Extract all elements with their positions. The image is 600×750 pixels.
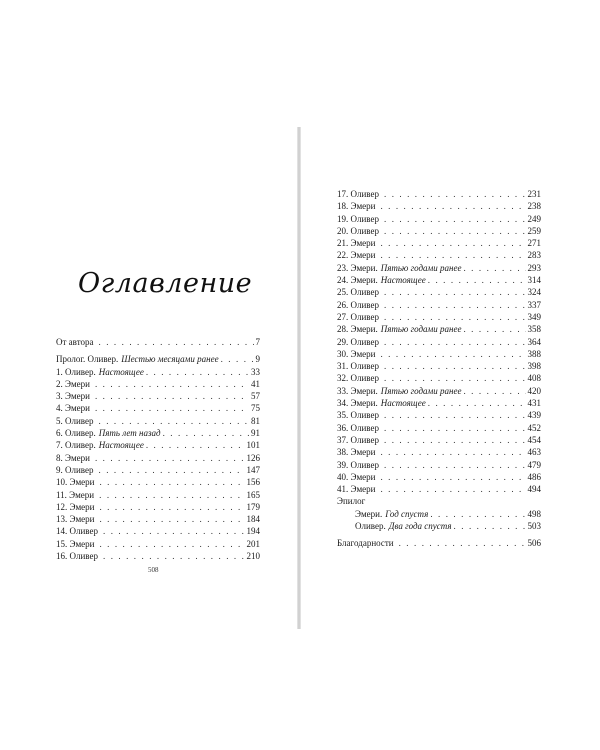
toc-entry (56, 336, 260, 348)
toc-entry-subtitle: Настоящее (98, 440, 144, 451)
toc-entry-label (56, 427, 161, 439)
toc-entry (337, 409, 541, 421)
toc-entry-title: 35. Оливер (337, 410, 379, 421)
toc-entry-label (337, 299, 382, 311)
toc-entry-page: 33 (251, 366, 260, 377)
toc-entry (337, 249, 541, 261)
dot-leader (99, 501, 244, 513)
toc-entry-label (56, 366, 144, 378)
dot-leader (384, 225, 526, 237)
toc-entry-title: 24. Эмери. (337, 275, 378, 286)
toc-entry-title: От автора (56, 337, 94, 347)
toc-entry-page: 486 (527, 471, 541, 482)
dot-leader (95, 402, 249, 414)
book-gutter (297, 127, 301, 629)
dot-leader (384, 286, 526, 298)
dot-leader (384, 360, 526, 372)
toc-entry-page: 57 (251, 391, 260, 402)
toc-entry-page: 408 (527, 373, 541, 384)
toc-entry-title: Оливер. (355, 521, 386, 532)
dot-leader (146, 366, 249, 378)
dot-leader (103, 550, 245, 562)
toc-entry (337, 422, 541, 434)
toc-entry (56, 415, 260, 427)
toc-entry-page: 283 (527, 250, 541, 261)
dot-leader (380, 348, 525, 360)
toc-entry-label (56, 390, 93, 402)
dot-leader (428, 274, 526, 286)
dot-leader (428, 397, 526, 409)
toc-entry-page: 420 (527, 385, 541, 396)
dot-leader (95, 390, 249, 402)
toc-entry-page: 498 (527, 508, 541, 519)
toc-entry-title: 41. Эмери (337, 484, 376, 495)
toc-entry-label (337, 360, 382, 372)
toc-entry (337, 483, 541, 495)
toc-entry-label (337, 397, 426, 409)
toc-entry-title: 17. Оливер (337, 189, 379, 199)
toc-entry-page: 101 (246, 440, 260, 451)
dot-leader (384, 372, 526, 384)
toc-entry (337, 299, 541, 311)
dot-leader (380, 483, 525, 495)
toc-entry-page: 75 (251, 403, 260, 414)
toc-entry (337, 385, 541, 397)
toc-entry-title: 34. Эмери. (337, 398, 378, 409)
toc-entry (337, 397, 541, 409)
toc-entry-subtitle: Пятью годами ранее (380, 385, 462, 396)
toc-entry-title: 14. Оливер (56, 526, 98, 537)
toc-entry-title: 19. Оливер (337, 213, 379, 224)
toc-entry (337, 471, 541, 483)
toc-entry (337, 459, 541, 471)
toc-entry-label (56, 538, 97, 550)
toc-entry-page: 388 (527, 348, 541, 359)
toc-entry-title: 32. Оливер (337, 373, 379, 384)
toc-entry (337, 225, 541, 237)
dot-leader (380, 471, 525, 483)
dot-leader (384, 409, 526, 421)
dot-leader (454, 520, 526, 532)
dot-leader (99, 415, 250, 427)
toc-entry-page: 184 (246, 514, 260, 525)
toc-entry-title: 39. Оливер (337, 459, 379, 470)
toc-entry-page: 463 (527, 447, 541, 458)
toc-entry-label (56, 439, 144, 451)
toc-entry-label (337, 459, 382, 471)
toc-entry-subtitle: Шестью месяцами ранее (121, 354, 219, 365)
toc-entry-page: 293 (527, 262, 541, 273)
toc-entry (56, 476, 260, 488)
toc-entry-label (337, 348, 378, 360)
toc-entry-label (56, 378, 93, 390)
toc-entry-title: 27. Оливер (337, 311, 379, 322)
toc-entry-label (56, 336, 97, 348)
toc-entry-subtitle: Пятью годами ранее (380, 324, 462, 335)
toc-entry (337, 360, 541, 372)
toc-entry-title: 20. Оливер (337, 225, 379, 236)
toc-entry-page: 506 (527, 538, 541, 549)
toc-entry (56, 538, 260, 550)
toc-entry-label (337, 434, 382, 446)
toc-entry-title: 3. Эмери (56, 391, 90, 402)
toc-right-list (337, 188, 541, 495)
toc-entry-page: 494 (527, 484, 541, 495)
toc-entry (56, 489, 260, 501)
toc-entry (56, 513, 260, 525)
toc-entry-label (337, 422, 382, 434)
toc-entry-label (337, 188, 382, 200)
toc-entry-subtitle: Пять лет назад (98, 428, 161, 439)
toc-entry-title: 7. Оливер. (56, 440, 96, 451)
toc-entry (56, 439, 260, 451)
page-number: 508 (148, 566, 159, 574)
toc-entry (337, 372, 541, 384)
toc-entry-page: 81 (251, 415, 260, 426)
toc-entry-label (56, 513, 97, 525)
toc-entry-subtitle: Настоящее (380, 398, 426, 409)
toc-entry-title: 13. Эмери (56, 514, 95, 525)
toc-entry-label (56, 402, 93, 414)
dot-leader (103, 525, 245, 537)
toc-entry-subtitle: Настоящее (380, 275, 426, 286)
toc-entry-label (337, 274, 426, 286)
toc-entry-label (337, 237, 378, 249)
toc-entry-subtitle: Настоящее (98, 366, 144, 377)
toc-entry-page: 349 (527, 311, 541, 322)
toc-entry (337, 446, 541, 458)
toc-entry-label (337, 471, 378, 483)
toc-entry-page: 210 (246, 551, 260, 562)
toc-entry-page: 9 (255, 354, 260, 365)
toc-entry-title: 25. Оливер (337, 287, 379, 298)
dot-leader (399, 537, 526, 549)
toc-entry-title: 33. Эмери. (337, 385, 378, 396)
dot-leader (463, 262, 525, 274)
toc-entry-label (56, 525, 101, 537)
dot-leader (99, 476, 244, 488)
toc-entry-title: 28. Эмери. (337, 324, 378, 335)
toc-entry-page: 126 (246, 452, 260, 463)
toc-entry-title: 37. Оливер (337, 434, 379, 445)
toc-right-column (337, 188, 541, 550)
toc-entry (337, 286, 541, 298)
dot-leader (99, 336, 254, 348)
toc-entry-title: Эмери. (355, 508, 383, 519)
toc-entry-title: 10. Эмери (56, 477, 95, 488)
toc-entry-page: 231 (527, 189, 541, 199)
toc-entry (56, 501, 260, 513)
toc-entry (56, 353, 260, 365)
toc-entry-page: 179 (246, 501, 260, 512)
toc-entry-title: 38. Эмери (337, 447, 376, 458)
toc-entry-page: 324 (527, 287, 541, 298)
toc-entry (337, 237, 541, 249)
dot-leader (384, 459, 526, 471)
toc-entry-page: 431 (527, 398, 541, 409)
toc-entry-label (337, 483, 378, 495)
toc-entry-title: 22. Эмери (337, 250, 376, 261)
dot-leader (463, 323, 525, 335)
toc-entry-title: 5. Оливер (56, 415, 94, 426)
toc-entry-title: 4. Эмери (56, 403, 90, 414)
toc-entry-label (56, 550, 101, 562)
toc-entry-title: 36. Оливер (337, 422, 379, 433)
toc-entry-subtitle: Пятью годами ранее (380, 262, 462, 273)
toc-entry-page: 503 (527, 521, 541, 532)
toc-entry-title: 29. Оливер (337, 336, 379, 347)
toc-entry-label (337, 249, 378, 261)
dot-leader (163, 427, 249, 439)
toc-entry (337, 213, 541, 225)
toc-entry-page: 337 (527, 299, 541, 310)
dot-leader (380, 200, 525, 212)
toc-entry-label (56, 501, 97, 513)
toc-entry-title: 18. Эмери (337, 201, 376, 212)
dot-leader (380, 446, 525, 458)
toc-entry-page: 156 (246, 477, 260, 488)
toc-entry-page: 452 (527, 422, 541, 433)
toc-entry-subtitle: Два года спустя (388, 521, 452, 532)
toc-entry-title: 2. Эмери (56, 378, 90, 389)
toc-entry (337, 434, 541, 446)
toc-entry-title: 23. Эмери. (337, 262, 378, 273)
toc-entry-label (337, 409, 382, 421)
toc-entry-title: Благодарности (337, 538, 394, 549)
toc-entry (56, 452, 260, 464)
toc-entry (337, 262, 541, 274)
toc-entry (56, 427, 260, 439)
toc-entry-title: 15. Эмери (56, 538, 95, 549)
dot-leader (380, 237, 525, 249)
dot-leader (384, 422, 526, 434)
toc-entry-label (337, 311, 382, 323)
toc-entry-title: Пролог. Оливер. (56, 354, 119, 365)
toc-entry-label (337, 213, 382, 225)
toc-entry-title: 12. Эмери (56, 501, 95, 512)
toc-entry-label (337, 372, 382, 384)
toc-entry-label (337, 262, 461, 274)
toc-entry-title: 9. Оливер (56, 464, 94, 475)
toc-entry-title: 30. Эмери (337, 348, 376, 359)
toc-entry-label (56, 353, 219, 365)
toc-entry-title: 40. Эмери (337, 471, 376, 482)
dot-leader (384, 311, 526, 323)
toc-entry-page: 194 (246, 526, 260, 537)
toc-entry-title: 1. Оливер. (56, 366, 96, 377)
epilogue-list (337, 508, 541, 533)
toc-entry (56, 525, 260, 537)
toc-entry-label (337, 537, 397, 549)
toc-entry-title: 21. Эмери (337, 238, 376, 249)
toc-entry-page: 41 (251, 378, 260, 389)
dot-leader (146, 439, 245, 451)
toc-entry-label (337, 336, 382, 348)
toc-entry-page: 238 (527, 201, 541, 212)
toc-entry-page: 439 (527, 410, 541, 421)
toc-entry-page: 479 (527, 459, 541, 470)
toc-entry (56, 390, 260, 402)
dot-leader (463, 385, 525, 397)
toc-entry (337, 336, 541, 348)
dot-leader (99, 464, 245, 476)
toc-entry-title: 31. Оливер (337, 361, 379, 372)
toc-entry-title: 11. Эмери (56, 489, 95, 500)
dot-leader (95, 378, 249, 390)
toc-entry (337, 274, 541, 286)
toc-entry-label (337, 225, 382, 237)
toc-entry (337, 188, 541, 200)
toc-left-column (56, 336, 260, 562)
toc-entry (337, 311, 541, 323)
dot-leader (430, 508, 525, 520)
dot-leader (380, 249, 525, 261)
dot-leader (384, 213, 526, 225)
toc-entry-page: 147 (246, 464, 260, 475)
toc-entry-label (56, 489, 97, 501)
toc-entry-title: 8. Эмери (56, 452, 90, 463)
dot-leader (384, 299, 526, 311)
dot-leader (384, 434, 526, 446)
toc-entry-page: 358 (527, 324, 541, 335)
toc-heading: Оглавление (78, 268, 253, 299)
dot-leader (95, 452, 245, 464)
dot-leader (99, 513, 244, 525)
toc-entry-subtitle: Год спустя (385, 508, 429, 519)
toc-entry-page: 7 (255, 337, 260, 347)
dot-leader (99, 489, 244, 501)
epilogue-title: Эпилог (337, 496, 366, 507)
toc-entry (337, 323, 541, 335)
toc-entry-page: 249 (527, 213, 541, 224)
acknowledgements-entry (337, 537, 541, 549)
toc-entry (56, 550, 260, 562)
toc-entry-label (56, 464, 97, 476)
toc-entry-page: 454 (527, 434, 541, 445)
toc-entry-label (56, 452, 93, 464)
toc-entry-label (355, 520, 452, 532)
dot-leader (384, 188, 526, 200)
toc-entry (337, 520, 541, 532)
toc-entry-label (337, 385, 461, 397)
toc-entry-label (337, 200, 378, 212)
toc-entry (337, 348, 541, 360)
toc-entry (337, 508, 541, 520)
toc-entry (56, 464, 260, 476)
toc-entry (56, 402, 260, 414)
toc-entry-title: 6. Оливер. (56, 428, 96, 439)
toc-entry-title: 16. Оливер (56, 551, 98, 562)
toc-entry-label (337, 323, 461, 335)
toc-entry (337, 537, 541, 549)
toc-entry-page: 91 (251, 428, 260, 439)
toc-entry-page: 165 (246, 489, 260, 500)
toc-entry (337, 200, 541, 212)
toc-entry-label (56, 415, 97, 427)
toc-entry (56, 378, 260, 390)
dot-leader (99, 538, 244, 550)
dot-leader (221, 353, 254, 365)
toc-entry-page: 201 (246, 538, 260, 549)
toc-entry-page: 271 (527, 238, 541, 249)
toc-entry-label (337, 286, 382, 298)
toc-entry-label (56, 476, 97, 488)
toc-entry-label (355, 508, 428, 520)
toc-entry-page: 364 (527, 336, 541, 347)
toc-entry-page: 314 (527, 275, 541, 286)
dot-leader (384, 336, 526, 348)
toc-entry-title: 26. Оливер (337, 299, 379, 310)
toc-entry-page: 259 (527, 225, 541, 236)
toc-entry-page: 398 (527, 361, 541, 372)
toc-entry-label (337, 446, 378, 458)
toc-entry (56, 366, 260, 378)
